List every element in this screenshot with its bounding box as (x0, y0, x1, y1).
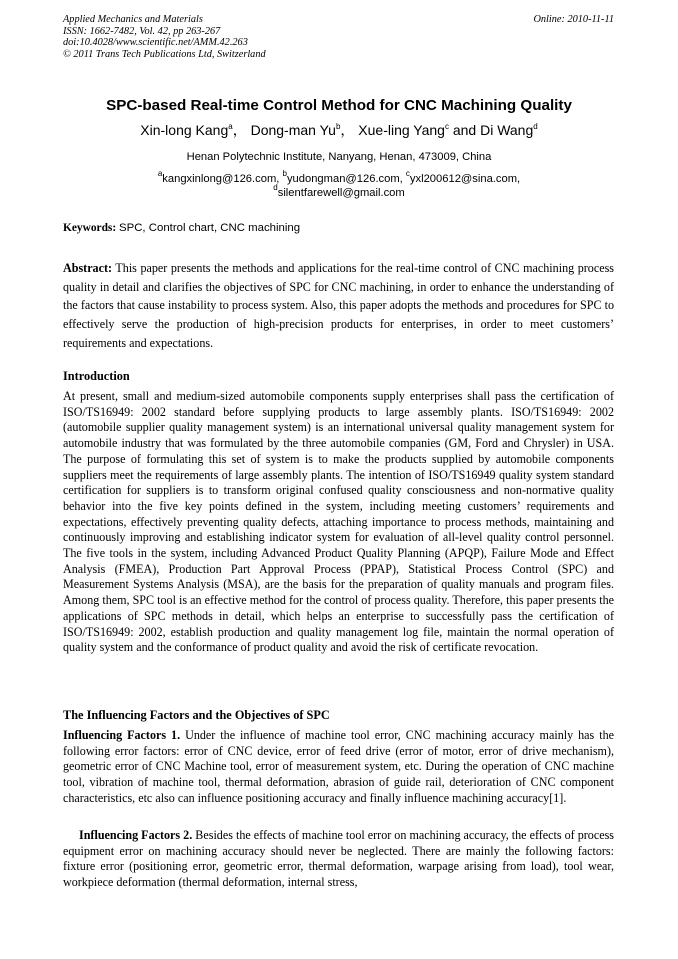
abstract-text: This paper presents the methods and applications for the real-time control of CNC machining process quality in detail and clarifies the objectives of SPC for CNC machining, in order to enhance the understanding of the factors that cause instability to process system. Also, this paper adopts the methods and procedures for SPC to effectively serve the production of high-precision products for enterprises, in order to meet customers’ requirements and expectations. (63, 261, 614, 350)
email-sup: d (273, 183, 278, 192)
paper-title: SPC-based Real-time Control Method for CNC Machining Quality (106, 97, 572, 114)
factors-paragraph-1 (63, 728, 614, 807)
online-date: Online: 2010-11-11 (533, 14, 614, 25)
doi-line: doi:10.4028/www.scientific.net/AMM.42.263 (63, 37, 248, 48)
author-name: Xue-ling Yang (358, 122, 445, 138)
factor2-text: Besides the effects of machine tool error on machining accuracy, the effects of process equipment error on machining accuracy should never be neglected. There are mainly the following factors: fixture error (positioning error, geometric error, thermal deformation, warpage arising from load), tool wear, workpiece deformation (thermal deformation, internal stress, (63, 828, 614, 890)
email-sup: a (157, 169, 163, 178)
author-sup: d (533, 122, 538, 131)
author-name: Dong-man Yu (250, 122, 336, 138)
journal-header (63, 14, 266, 60)
introduction-paragraph: At present, small and medium-sized automobile components supply enterprises shall pass the certification of ISO/TS16949: 2002 standard before supplying products to large assembly plants. ISO/TS16949: 2002 (automobile supplier quality management system) is an international universal quality management system for automobile industry that was formulated by the three automobile companies (GM, Ford and Chrysler) in USA. The purpose of formulating this set of system is to make the products supplied by automobile components suppliers meet the requirements of large assembly plants. The intention of ISO/TS16949 quality system standard certification for suppliers is to transform original confused quality consciousness and non-normative quality behavior into the five key points defined in the system, including meeting customers’ requirements and expectations, effectively preventing quality defects, attaching importance to process methods, maintaining and continuously improving and establishing indicator system for evaluation of all-level quality control personnel. The five tools in the system, including Advanced Product Quality Planning (APQP), Failure Mode and Effect Analysis (FMEA), Production Part Approval Process (PPAP), Statistical Process Control (SPC) and Measurement Systems Analysis (MSA), are the basis for the preparation of quality manuals and program files. Among them, SPC tool is an effective method for the control of process quality. Therefore, this paper presents the applications of SPC methods in detail, which helps an enterprise to successfully pass the certification of ISO/TS16949: 2002, establish production and quality management log file, maintain the normal operation of quality system and the conformance of product quality and avoid the risk of certificate revocation. (63, 389, 614, 655)
author-email[interactable]: kangxinlong@126.com, (162, 173, 280, 185)
author-sep: ， (232, 122, 247, 138)
factor2-label: Influencing Factors 2. (79, 828, 193, 842)
email-sup: b (282, 169, 287, 178)
author-name: Xin-long Kang (140, 122, 229, 138)
journal-name: Applied Mechanics and Materials (63, 14, 203, 25)
factor1-label: Influencing Factors 1. (63, 728, 181, 742)
factor1-text: Under the influence of machine tool error, CNC machining accuracy mainly has the following error factors: error of CNC device, error of feed drive (error of motor, error of drive mechanism), geometric error of CNC Machine tool, error of measurement system, etc. During the operation of CNC machine tool, vibration of machine tool, thermal deformation, abrasion of guide rail, deterioration of CNC component characteristics, etc also can influence positioning accuracy and finally influence machining accuracy[1]. (63, 728, 614, 805)
abstract-label: Abstract: (63, 261, 113, 275)
author-sup: b (335, 122, 341, 131)
author-sep: ， (340, 122, 355, 138)
section-heading-introduction: Introduction (63, 369, 130, 383)
author-sep: and (448, 122, 481, 138)
keywords-value: SPC, Control chart, CNC machining (119, 222, 301, 234)
email-list (0, 169, 678, 200)
abstract (63, 259, 614, 353)
author-sup: a (228, 122, 233, 131)
keywords (63, 222, 300, 234)
author-sup: c (444, 122, 449, 131)
author-list (0, 120, 678, 140)
keywords-label: Keywords: (63, 222, 117, 234)
affiliation: Henan Polytechnic Institute, Nanyang, Henan, 473009, China (186, 151, 492, 163)
section-heading-factors: The Influencing Factors and the Objectives of SPC (63, 708, 330, 722)
author-email[interactable]: yudongman@126.com, (286, 173, 403, 185)
author-email[interactable]: silentfarewell@gmail.com (277, 187, 405, 199)
author-name: Di Wang (480, 122, 534, 138)
factors-paragraph-2 (63, 828, 614, 891)
author-email[interactable]: yxl200612@sina.com, (409, 173, 521, 185)
issn-line: ISSN: 1662-7482, Vol. 42, pp 263-267 (63, 25, 221, 37)
copyright-line: © 2011 Trans Tech Publications Ltd, Switzerland (63, 48, 266, 60)
email-sup: c (405, 169, 410, 178)
